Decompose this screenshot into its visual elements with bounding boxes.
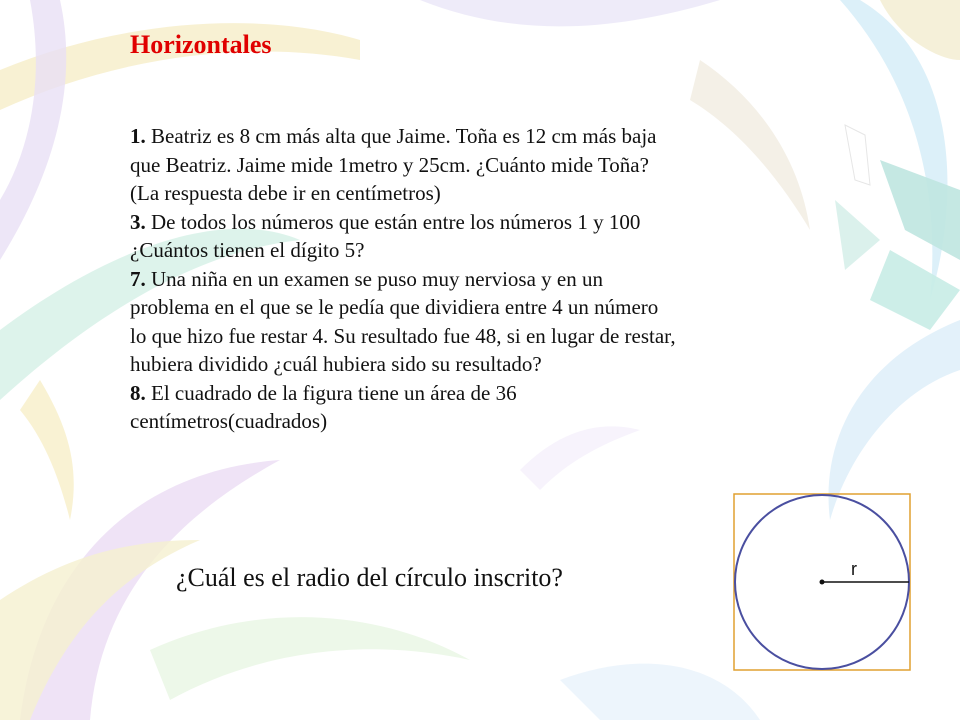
- problem-7: [130, 265, 830, 379]
- problem-text: De todos los números que están entre los números 1 y 100: [145, 209, 641, 234]
- problem-text: Una niña en un examen se puso muy nerviosa y en un: [145, 266, 603, 291]
- problem-text: que Beatriz. Jaime mide 1metro y 25cm. ¿Cuánto mide Toña?: [130, 152, 649, 177]
- page-title: Horizontales: [130, 30, 272, 59]
- center-point: [820, 580, 825, 585]
- problem-number: 1.: [130, 124, 146, 148]
- problem-text: hubiera dividido ¿cuál hubiera sido su resultado?: [130, 352, 542, 376]
- problem-text: (La respuesta debe ir en centímetros): [130, 181, 441, 205]
- problem-8: [130, 379, 830, 436]
- radius-label: r: [851, 559, 857, 579]
- problem-1: [130, 122, 830, 208]
- problem-list: [130, 122, 830, 436]
- figure-question: ¿Cuál es el radio del círculo inscrito?: [176, 563, 563, 592]
- problem-text: centímetros(cuadrados): [130, 409, 328, 433]
- problem-text: Beatriz es 8 cm más alta que Jaime. Toña es 12 cm más baja: [145, 124, 657, 148]
- problem-number: 7.: [130, 266, 146, 291]
- problem-text: El cuadrado de la figura tiene un área de 36: [145, 380, 517, 405]
- inscribed-circle-figure: [733, 493, 911, 671]
- problem-text: lo que hizo fue restar 4. Su resultado fue 48, si en lugar de restar,: [130, 323, 676, 348]
- problem-number: 3.: [130, 209, 146, 234]
- problem-number: 8.: [130, 380, 146, 405]
- problem-text: problema en el que se le pedía que dividiera entre 4 un número: [130, 295, 659, 319]
- problem-3: [130, 208, 830, 265]
- problem-text: ¿Cuántos tienen el dígito 5?: [130, 238, 365, 262]
